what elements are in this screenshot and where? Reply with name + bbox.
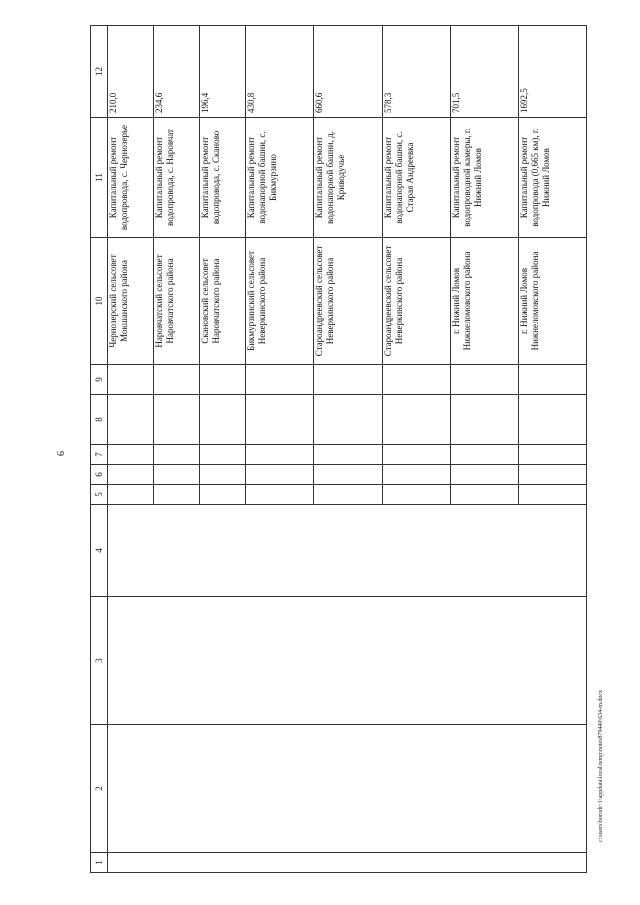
table-cell xyxy=(200,485,246,505)
table-cell xyxy=(314,365,382,395)
table-cell xyxy=(154,365,200,395)
table-cell xyxy=(382,395,450,445)
amount-cell: 1692,5 xyxy=(518,26,586,118)
table-cell xyxy=(246,365,314,395)
header-cell: 10 xyxy=(91,238,108,365)
table-cell xyxy=(246,445,314,465)
amount-cell: 196,4 xyxy=(200,26,246,118)
table-cell xyxy=(518,365,586,395)
table-row xyxy=(108,26,154,873)
object-cell: Капитальный ремонт водонапорной башни, с. Старая Андреевка xyxy=(382,118,450,238)
object-cell: Капитальный ремонт водопровода, с. Сканово xyxy=(200,118,246,238)
table-cell xyxy=(154,465,200,485)
table-cell xyxy=(200,365,246,395)
municipality-cell: Скановский сельсовет Наровчатского района xyxy=(200,238,246,365)
table-cell xyxy=(518,465,586,485)
table-cell xyxy=(108,365,154,395)
page-number: 9 xyxy=(54,451,65,456)
municipality-cell: Староандреевский сельсовет Неверкинского района xyxy=(382,238,450,365)
header-cell: 8 xyxy=(91,395,108,445)
table-cell xyxy=(108,853,587,873)
table-cell xyxy=(314,445,382,465)
table-cell xyxy=(200,465,246,485)
object-cell: Капитальный ремонт водопровода, с. Наровчат xyxy=(154,118,200,238)
table-cell xyxy=(200,445,246,465)
table-cell xyxy=(382,485,450,505)
file-path-footer: c:\users\borodi~1\appdata\local\temp\notes879440\634-m.docx xyxy=(598,689,604,842)
object-cell: Капитальный ремонт водонапорной башни, с. Бикмурзино xyxy=(246,118,314,238)
amount-cell: 234,6 xyxy=(154,26,200,118)
header-cell: 5 xyxy=(91,485,108,505)
header-cell: 11 xyxy=(91,118,108,238)
header-cell: 9 xyxy=(91,365,108,395)
header-row xyxy=(91,26,108,873)
amount-cell: 578,3 xyxy=(382,26,450,118)
table-cell xyxy=(314,395,382,445)
table-cell xyxy=(314,485,382,505)
table-cell xyxy=(518,485,586,505)
table-cell xyxy=(108,445,154,465)
table-cell xyxy=(450,485,518,505)
table-cell xyxy=(246,465,314,485)
rotated-table-container xyxy=(90,26,587,873)
table-cell xyxy=(450,395,518,445)
table-cell xyxy=(246,485,314,505)
table-cell xyxy=(450,445,518,465)
table-cell xyxy=(518,395,586,445)
object-cell: Капитальный ремонт водонапорной башни, д. Криводучье xyxy=(314,118,382,238)
header-cell: 12 xyxy=(91,26,108,118)
table-cell xyxy=(108,395,154,445)
table-cell xyxy=(246,395,314,445)
table-cell xyxy=(382,445,450,465)
table-frame xyxy=(90,26,587,873)
header-cell: 1 xyxy=(91,853,108,873)
amount-cell: 210,0 xyxy=(108,26,154,118)
table-cell xyxy=(382,465,450,485)
municipality-cell: Чернозерский сельсовет Мокшанского района xyxy=(108,238,154,365)
object-cell: Капитальный ремонт водопровода (0,665 км), г. Нижний Ломов xyxy=(518,118,586,238)
table-cell xyxy=(200,395,246,445)
header-cell: 3 xyxy=(91,597,108,725)
header-cell: 4 xyxy=(91,505,108,597)
table-cell xyxy=(108,505,587,597)
table-cell xyxy=(314,465,382,485)
amount-cell: 430,8 xyxy=(246,26,314,118)
municipality-cell: Бикмурзинский сельсовет Неверкинского района xyxy=(246,238,314,365)
header-cell: 6 xyxy=(91,465,108,485)
header-cell: 7 xyxy=(91,445,108,465)
table-cell xyxy=(518,445,586,465)
table-cell xyxy=(108,465,154,485)
municipality-cell: Наровчатский сельсовет Наровчатского района xyxy=(154,238,200,365)
object-cell: Капитальный ремонт водопроводной камеры, г. Нижний Ломов xyxy=(450,118,518,238)
table-cell xyxy=(108,597,587,725)
data-table xyxy=(90,25,587,873)
table-cell xyxy=(108,485,154,505)
municipality-cell: г. Нижний Ломов Нижнеломовского района xyxy=(518,238,586,365)
header-cell: 2 xyxy=(91,725,108,853)
municipality-cell: Староандреевский сельсовет Неверкинского района xyxy=(314,238,382,365)
table-cell xyxy=(108,725,587,853)
table-cell xyxy=(450,465,518,485)
object-cell: Капитальный ремонт водопровода, с. Чернозерье xyxy=(108,118,154,238)
table-cell xyxy=(154,445,200,465)
table-cell xyxy=(382,365,450,395)
table-cell xyxy=(154,485,200,505)
table-cell xyxy=(450,365,518,395)
amount-cell: 660,6 xyxy=(314,26,382,118)
municipality-cell: г. Нижний Ломов Нижнеломовского района xyxy=(450,238,518,365)
amount-cell: 701,5 xyxy=(450,26,518,118)
table-cell xyxy=(154,395,200,445)
